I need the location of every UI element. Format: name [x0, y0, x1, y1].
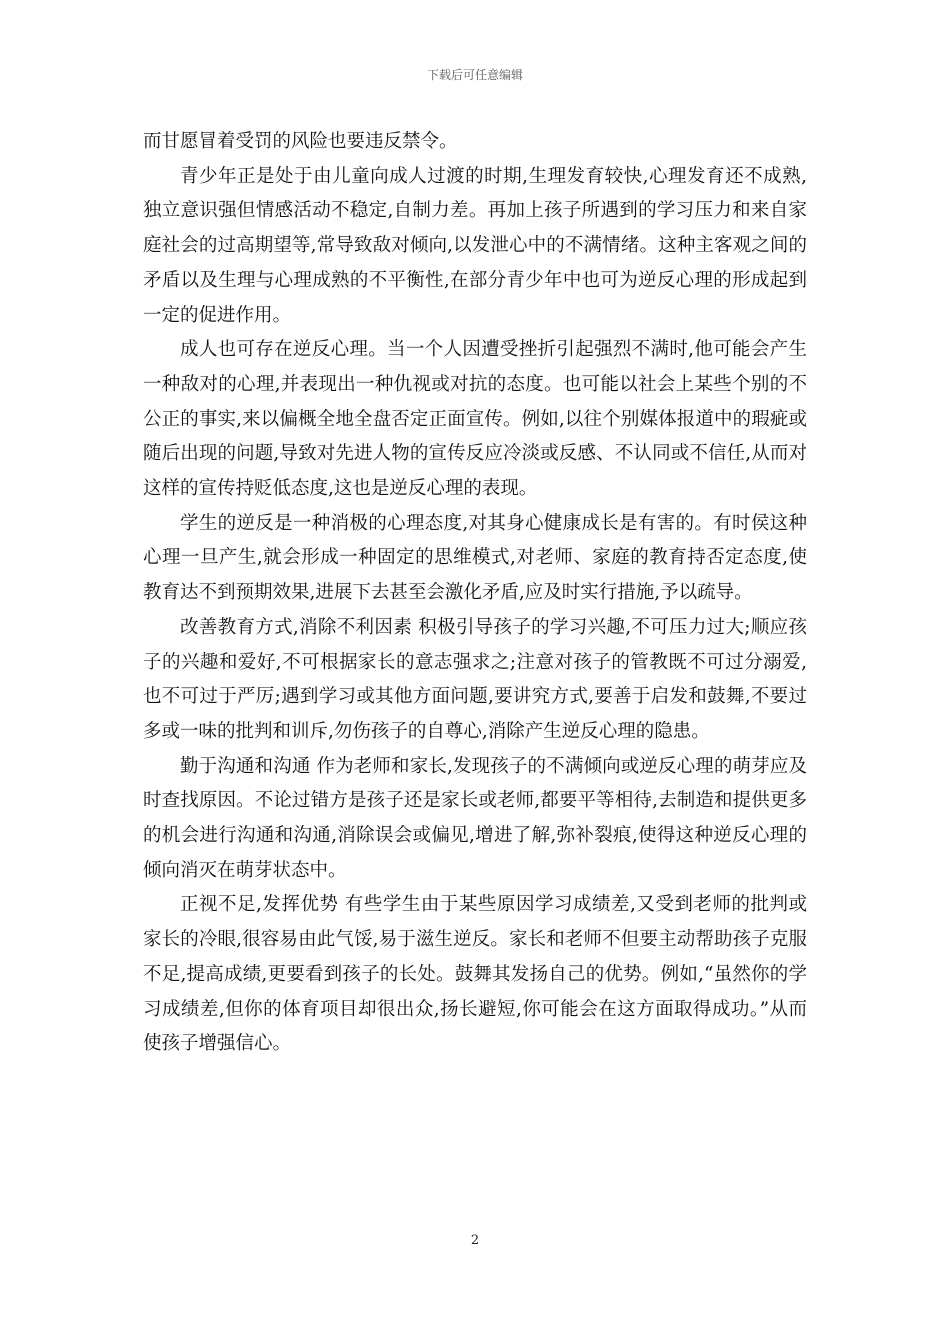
page-header: 下载后可任意编辑	[426, 68, 523, 82]
paragraph-improve-education: 改善教育方式,消除不利因素 积极引导孩子的学习兴趣,不可压力过大;顺应孩子的兴趣和爱好,不可根据家长的意志强求之;注意对孩子的管教既不可过分溺爱,也不可过于严厉;遇到学习或其他方面问题,要讲究方式,要善于启发和鼓舞,不要过多或一味的批判和训斥,勿伤孩子的自尊心,消除产生逆反心理的隐患。	[143, 616, 807, 742]
paragraph-adolescence: 青少年正是处于由儿童向成人过渡的时期,生理发育较快,心理发育还不成熟,独立意识强但情感活动不稳定,自制力差。再加上孩子所遇到的学习压力和来自家庭社会的过高期望等,常导致敌对倾向,以发泄心中的不满情绪。这种主客观之间的矛盾以及生理与心理成熟的不平衡性,在部分青少年中也可为逆反心理的形成起到一定的促进作用。	[143, 165, 807, 326]
page-number: 2	[470, 1233, 480, 1248]
paragraph-communication: 勤于沟通和沟通 作为老师和家长,发现孩子的不满倾向或逆反心理的萌芽应及时查找原因。不论过错方是孩子还是家长或老师,都要平等相待,去制造和提供更多的机会进行沟通和沟通,消除误会或偏见,增进了解,弥补裂痕,使得这种逆反心理的倾向消灭在萌芽状态中。	[143, 755, 807, 881]
paragraph-students: 学生的逆反是一种消极的心理态度,对其身心健康成长是有害的。有时侯这种心理一旦产生,就会形成一种固定的思维模式,对老师、家庭的教育持否定态度,使教育达不到预期效果,进展下去甚至会激化矛盾,应及时实行措施,予以疏导。	[143, 512, 807, 604]
paragraph-strengths: 正视不足,发挥优势 有些学生由于某些原因学习成绩差,又受到老师的批判或家长的冷眼,很容易由此气馁,易于滋生逆反。家长和老师不但要主动帮助孩子克服不足,提高成绩,更要看到孩子的长处。鼓舞其发扬自己的优势。例如,“虽然你的学习成绩差,但你的体育项目却很出众,扬长避短,你可能会在这方面取得成功。”从而使孩子增强信心。	[143, 894, 807, 1055]
paragraph-continuation: 而甘愿冒着受罚的风险也要违反禁令。	[143, 131, 458, 152]
body-text	[143, 125, 807, 1062]
paragraph-adults: 成人也可存在逆反心理。当一个人因遭受挫折引起强烈不满时,他可能会产生一种敌对的心理,并表现出一种仇视或对抗的态度。也可能以社会上某些个别的不公正的事实,来以偏概全地全盘否定正面宣传。例如,以往个别媒体报道中的瑕疵或随后出现的问题,导致对先进人物的宣传反应冷淡或反感、不认同或不信任,从而对这样的宣传持贬低态度,这也是逆反心理的表现。	[143, 339, 807, 500]
